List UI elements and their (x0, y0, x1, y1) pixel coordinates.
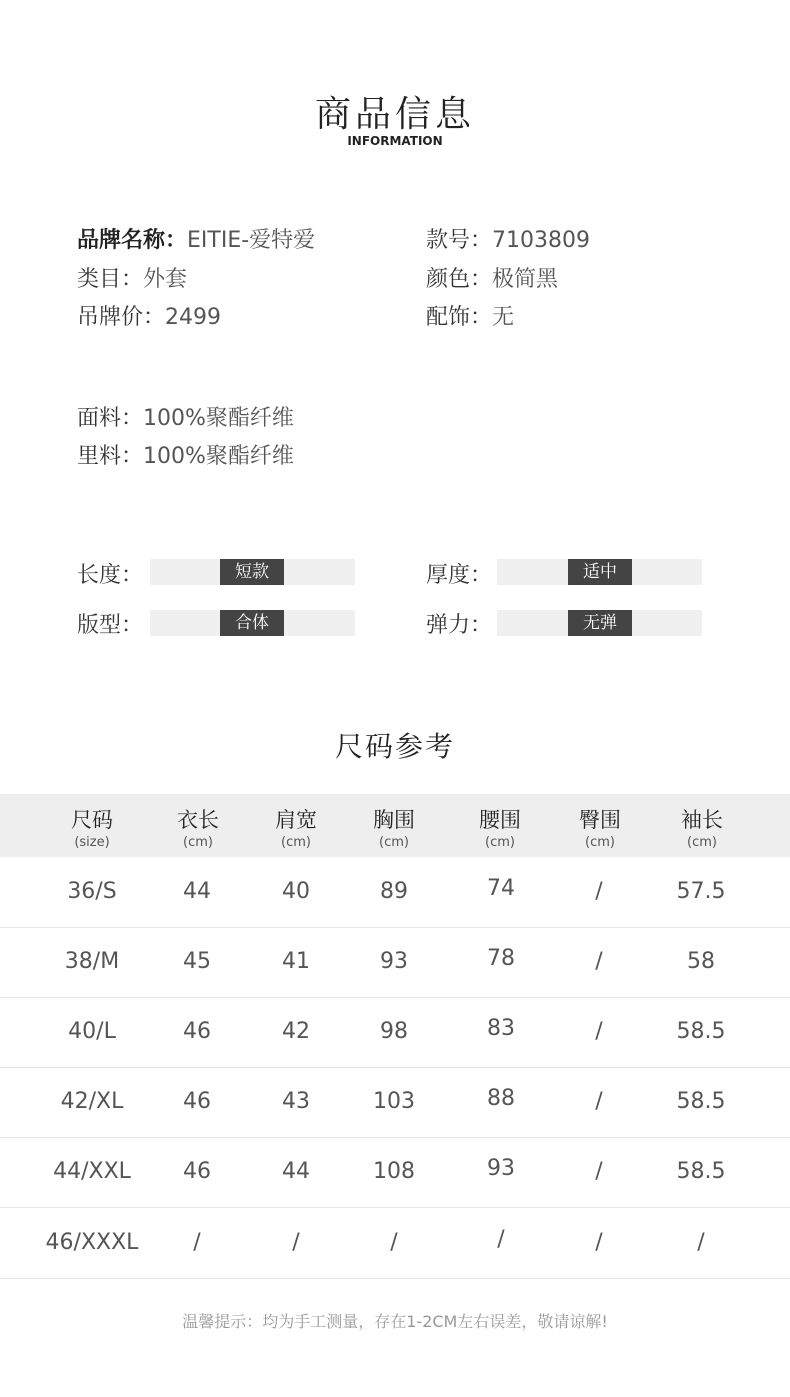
category-value: 外套 (143, 267, 188, 292)
table-cell: / (595, 1089, 603, 1114)
table-cell: 46 (183, 1159, 211, 1184)
table-cell: 44 (183, 879, 211, 904)
category-row (77, 262, 187, 293)
style-no-row (426, 223, 590, 254)
fabric-label: 面料： (77, 406, 144, 431)
table-cell: 74 (487, 876, 515, 901)
table-cell: / (497, 1227, 505, 1252)
table-cell: / (595, 1019, 603, 1044)
column-header-chest (344, 804, 444, 850)
column-header-hip (550, 804, 650, 850)
table-cell: 40/L (68, 1019, 116, 1044)
table-cell: 58.5 (676, 1089, 726, 1114)
thickness-label: 厚度： (426, 563, 493, 588)
table-cell: 89 (380, 879, 408, 904)
table-cell: 40 (282, 879, 310, 904)
table-row (0, 857, 790, 928)
table-cell: / (193, 1230, 201, 1255)
tag-price-label: 吊牌价： (77, 305, 166, 330)
column-name: 胸围 (373, 808, 415, 832)
fit-chip: 合体 (220, 610, 284, 636)
category-label: 类目： (77, 267, 144, 292)
table-row (0, 1067, 790, 1138)
table-cell: / (595, 1159, 603, 1184)
table-cell: 46 (183, 1089, 211, 1114)
table-cell: 46/XXXL (45, 1230, 139, 1255)
table-cell: 46 (183, 1019, 211, 1044)
table-cell: 83 (487, 1016, 515, 1041)
color-row (426, 262, 558, 293)
table-cell: 93 (487, 1156, 515, 1181)
table-row (0, 997, 790, 1068)
table-cell: 58 (687, 949, 715, 974)
lining-row (77, 439, 294, 470)
fabric-value: 100%聚酯纤维 (143, 406, 294, 431)
tag-price-row (77, 300, 221, 331)
measurement-note: 温馨提示：均为手工测量，存在1-2CM左右误差，敬请谅解! (182, 1312, 608, 1331)
page-title: 商品信息 (314, 94, 475, 135)
table-cell: / (292, 1230, 300, 1255)
column-name: 尺码 (71, 808, 113, 832)
fabric-row (77, 401, 294, 432)
table-cell: 38/M (64, 949, 120, 974)
brand-row (77, 223, 315, 254)
table-cell: 78 (487, 946, 515, 971)
column-header-size (42, 804, 142, 850)
column-unit: (cm) (183, 835, 213, 850)
style-no-value: 7103809 (492, 228, 590, 253)
column-name: 臀围 (579, 808, 621, 832)
color-value: 极简黑 (492, 267, 559, 292)
table-row (0, 927, 790, 998)
table-cell: 88 (487, 1086, 515, 1111)
column-unit: (cm) (485, 835, 515, 850)
brand-value: EITIE-爱特爱 (187, 228, 316, 253)
size-table-title: 尺码参考 (334, 730, 455, 763)
column-unit: (cm) (281, 835, 311, 850)
table-cell: 45 (183, 949, 211, 974)
table-cell: 44/XXL (53, 1159, 131, 1184)
color-label: 颜色： (426, 267, 493, 292)
length-chip: 短款 (220, 559, 284, 585)
table-cell: 42/XL (60, 1089, 124, 1114)
size-table-header (0, 794, 790, 857)
column-unit: (size) (74, 835, 110, 850)
table-cell: 43 (282, 1089, 310, 1114)
column-unit: (cm) (379, 835, 409, 850)
tag-price-value: 2499 (165, 305, 222, 330)
column-unit: (cm) (687, 835, 717, 850)
elasticity-chip: 无弹 (568, 610, 632, 636)
thickness-chip: 适中 (568, 559, 632, 585)
column-name: 衣长 (177, 808, 219, 832)
column-name: 袖长 (681, 808, 723, 832)
style-no-label: 款号： (426, 228, 493, 253)
lining-label: 里料： (77, 444, 144, 469)
fit-label: 版型： (77, 613, 144, 638)
table-cell: / (697, 1230, 705, 1255)
column-header-sleeve (652, 804, 752, 850)
table-cell: 41 (282, 949, 310, 974)
table-cell: 93 (380, 949, 408, 974)
table-cell: 44 (282, 1159, 310, 1184)
column-unit: (cm) (585, 835, 615, 850)
accessory-row (426, 300, 514, 331)
column-header-length (148, 804, 248, 850)
table-cell: / (595, 879, 603, 904)
accessory-value: 无 (492, 305, 515, 330)
table-cell: / (595, 949, 603, 974)
table-row (0, 1208, 790, 1279)
column-name: 肩宽 (275, 808, 317, 832)
brand-label: 品牌名称： (77, 228, 188, 253)
column-name: 腰围 (479, 808, 521, 832)
table-cell: 108 (373, 1159, 415, 1184)
table-cell: 42 (282, 1019, 310, 1044)
table-cell: 58.5 (676, 1159, 726, 1184)
table-cell: 58.5 (676, 1019, 726, 1044)
table-cell: 57.5 (676, 879, 726, 904)
accessory-label: 配饰： (426, 305, 493, 330)
table-cell: 103 (373, 1089, 415, 1114)
length-label: 长度： (77, 563, 144, 588)
elasticity-label: 弹力： (426, 613, 493, 638)
page-subtitle: INFORMATION (347, 134, 443, 148)
column-header-waist (450, 804, 550, 850)
lining-value: 100%聚酯纤维 (143, 444, 294, 469)
table-row (0, 1137, 790, 1208)
table-cell: 98 (380, 1019, 408, 1044)
table-cell: / (595, 1230, 603, 1255)
table-cell: 36/S (67, 879, 117, 904)
column-header-shoulder (246, 804, 346, 850)
table-cell: / (390, 1230, 398, 1255)
